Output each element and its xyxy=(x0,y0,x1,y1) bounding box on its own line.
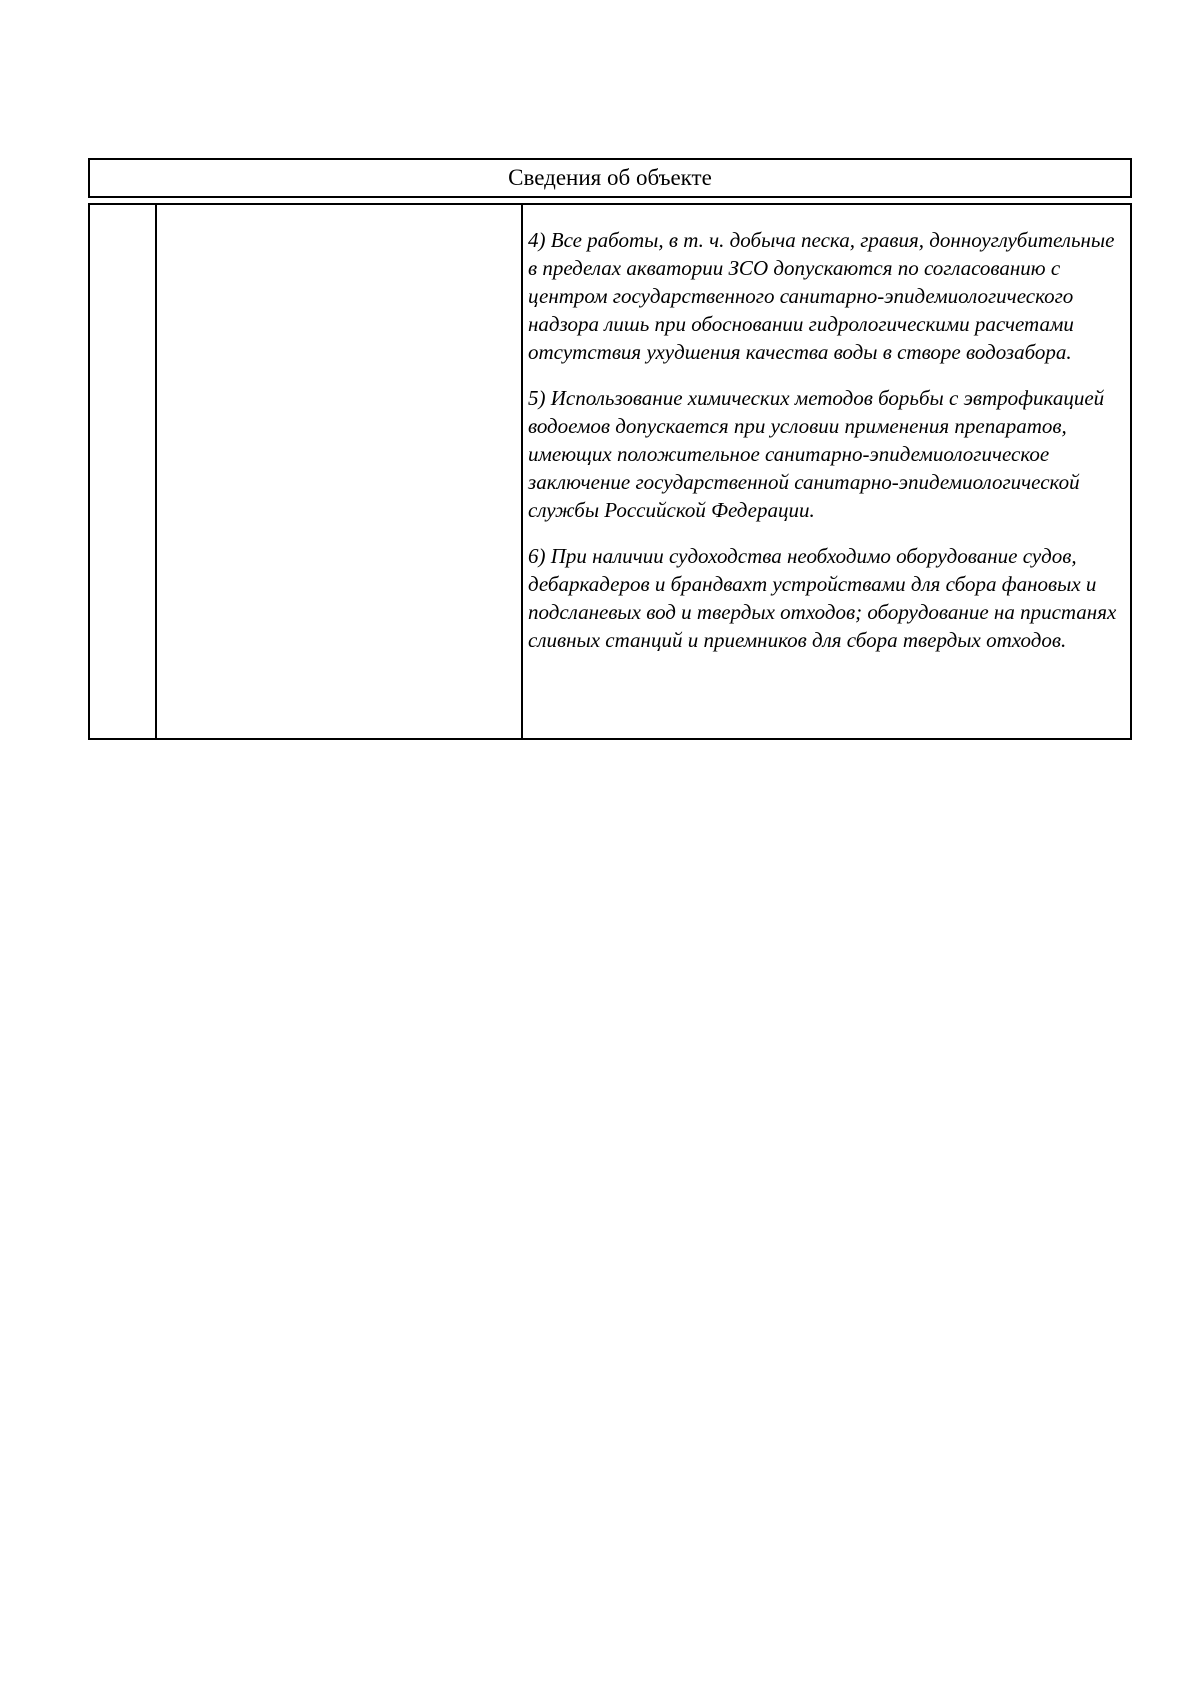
row-name-cell xyxy=(157,205,523,738)
paragraph-item-5: 5) Использование химических методов борьбы с эвтрофикацией водоемов допускается при условии применения препаратов, имеющих положительное санитарно-эпидемиологическое заключение государственной санитарно-эпидемиологической службы Российской Федерации. xyxy=(528,386,1105,522)
row-number-cell xyxy=(90,205,157,738)
table-header-title: Сведения об объекте xyxy=(508,165,712,190)
table-header xyxy=(88,158,1132,198)
info-table-row xyxy=(88,203,1132,740)
paragraph-item-6: 6) При наличии судоходства необходимо оборудование судов, дебаркадеров и брандвахт устройствами для сбора фановых и подсланевых вод и твердых отходов; оборудование на пристанях сливных станций и приемников для сбора твердых отходов. xyxy=(528,544,1117,652)
paragraph-item-4: 4) Все работы, в т. ч. добыча песка, гравия, донноуглубительные в пределах акватории ЗСО допускаются по согласованию с центром государственного санитарно-эпидемиологического надзора лишь при обосновании гидрологическими расчетами отсутствия ухудшения качества воды в створе водозабора. xyxy=(528,228,1115,364)
row-description-cell xyxy=(523,205,1130,738)
